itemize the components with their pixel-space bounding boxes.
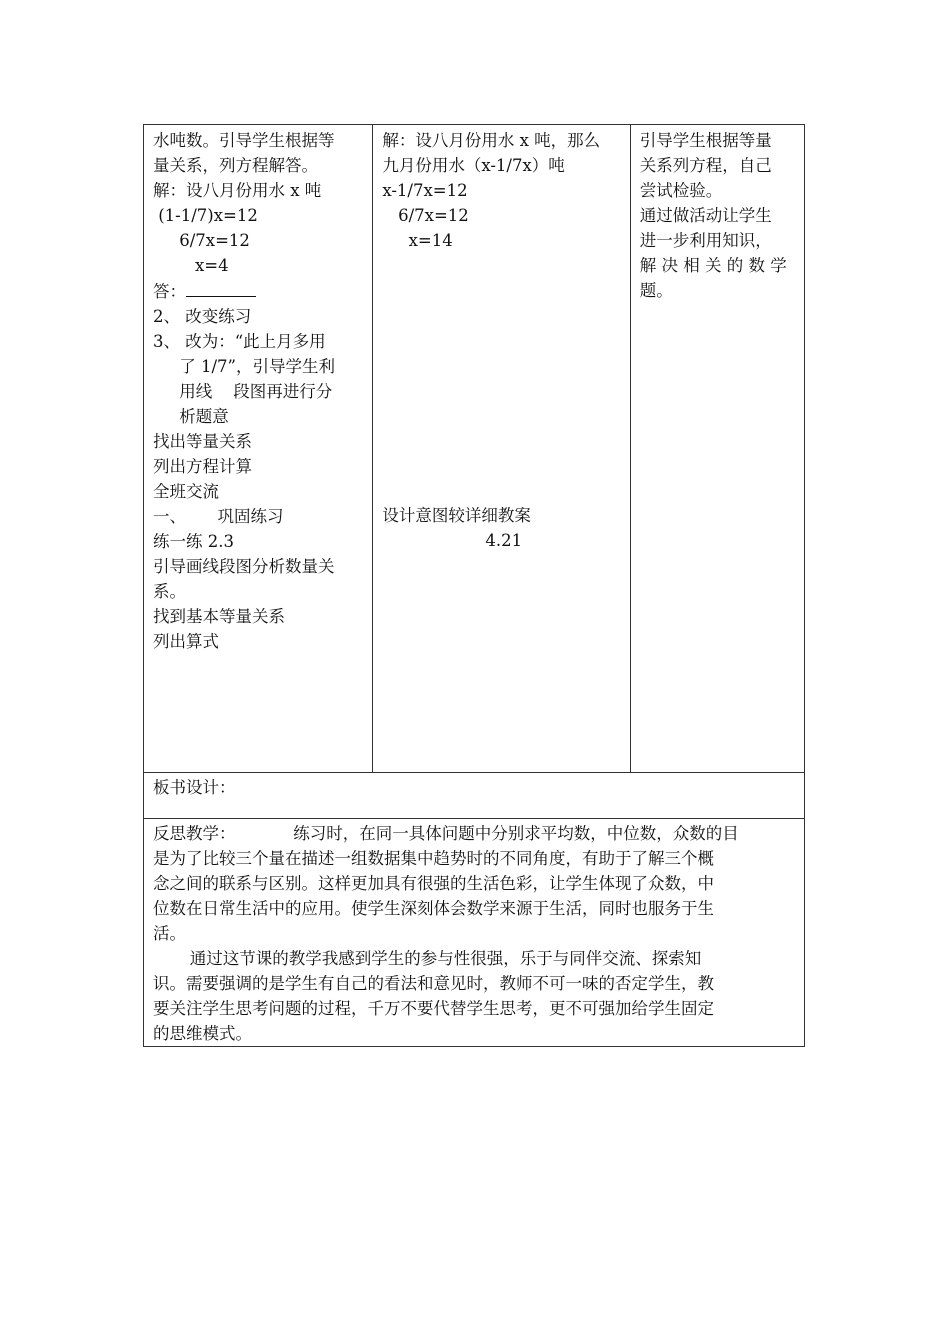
text-line: 题。 xyxy=(639,281,673,300)
text-line: 进一步利用知识， xyxy=(639,231,772,250)
equation-line: 6/7x=12 xyxy=(382,206,469,225)
reflection-line: 要关注学生思考问题的过程，千万不要代替学生思考，更不可强加给学生固定 xyxy=(153,999,714,1018)
teaching-steps-cell xyxy=(144,125,373,773)
reflection-cell xyxy=(144,819,805,1047)
text-line: 列出算式 xyxy=(153,632,219,651)
reflection-row xyxy=(144,819,805,1047)
text-line: 量关系，列方程解答。 xyxy=(153,156,318,175)
teaching-process-row xyxy=(144,125,805,773)
text-line: 了 1/7”，引导学生利 xyxy=(153,357,335,376)
reflection-line: 识。需要强调的是学生有自己的看法和意见时，教师不可一味的否定学生，教 xyxy=(153,974,714,993)
answer-blank xyxy=(186,278,256,297)
reflection-line: 是为了比较三个量在描述一组数据集中趋势时的不同角度，有助于了解三个概 xyxy=(153,849,714,868)
text-line: 析题意 xyxy=(153,407,229,426)
text-line: 全班交流 xyxy=(153,482,219,501)
student-activity-cell xyxy=(373,125,630,773)
board-design-label: 板书设计： xyxy=(153,778,236,797)
text-line: 列出方程计算 xyxy=(153,457,252,476)
text-line: 尝试检验。 xyxy=(639,181,723,200)
text-line: 关系列方程，自己 xyxy=(639,156,772,175)
equation-line: 6/7x=12 xyxy=(153,231,250,250)
text-line: 找到基本等量关系 xyxy=(153,607,285,626)
reflection-line: 通过这节课的教学我感到学生的参与性很强，乐于与同伴交流、探索知 xyxy=(153,949,702,968)
text-line: 3、 改为：“此上月多用 xyxy=(153,332,326,351)
answer-line xyxy=(153,278,366,304)
text-line: 解：设八月份用水 x 吨 xyxy=(153,181,322,200)
reflection-line: 反思教学： 练习时，在同一具体问题中分别求平均数，中位数，众数的目 xyxy=(153,824,739,843)
lesson-plan-table xyxy=(143,124,805,1047)
equation-line: x=4 xyxy=(153,256,229,275)
text-line: 系。 xyxy=(153,582,186,601)
text-line: 解 决 相 关 的 数 学 xyxy=(639,256,787,275)
equation-line: x=14 xyxy=(382,231,453,250)
text-line: 引导学生根据等量 xyxy=(639,131,772,150)
text-line: 通过做活动让学生 xyxy=(639,206,772,225)
text-line: 用线 段图再进行分 xyxy=(153,382,333,401)
design-note: 设计意图较详细教案 xyxy=(382,506,531,525)
reflection-line: 的思维模式。 xyxy=(153,1024,252,1043)
blank-space xyxy=(382,253,623,503)
design-note-date: 4.21 xyxy=(485,531,523,550)
text-line: 找出等量关系 xyxy=(153,432,252,451)
equation-line: (1-1/7)x=12 xyxy=(153,206,258,225)
answer-label: 答： xyxy=(153,282,186,301)
text-line: 解：设八月份用水 x 吨，那么 xyxy=(382,131,601,150)
reflection-line: 念之间的联系与区别。这样更加具有很强的生活色彩，让学生体现了众数，中 xyxy=(153,874,714,893)
reflection-line: 活。 xyxy=(153,924,186,943)
equation-line: x-1/7x=12 xyxy=(382,181,468,200)
reflection-line: 位数在日常生活中的应用。使学生深刻体会数学来源于生活，同时也服务于生 xyxy=(153,899,714,918)
board-design-row xyxy=(144,773,805,819)
text-line: 练一练 2.3 xyxy=(153,532,234,551)
text-line: 2、 改变练习 xyxy=(153,307,252,326)
board-design-cell xyxy=(144,773,805,819)
text-line: 九月份用水（x-1/7x）吨 xyxy=(382,156,565,175)
text-line: 水吨数。引导学生根据等 xyxy=(153,131,335,150)
section-heading: 一、 巩固练习 xyxy=(153,507,284,526)
text-line: 引导画线段图分析数量关 xyxy=(153,557,335,576)
design-intent-cell xyxy=(630,125,804,773)
